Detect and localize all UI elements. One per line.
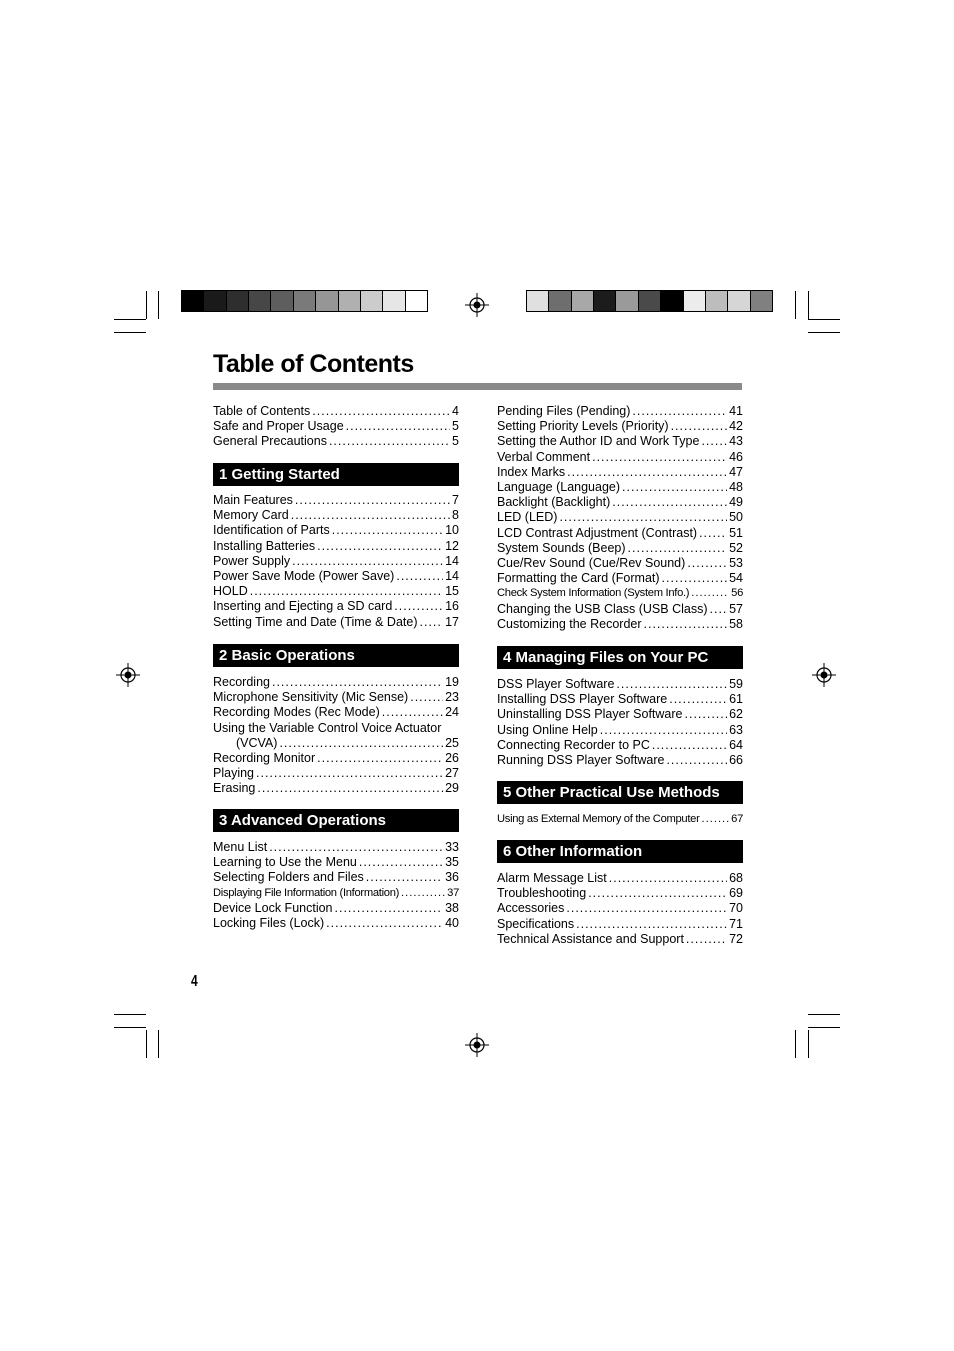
color-swatch bbox=[361, 291, 383, 311]
toc-entry[interactable]: Selecting Folders and Files ..... 36 bbox=[213, 870, 459, 885]
toc-entry[interactable]: Using as External Memory of the Computer ..... 67 bbox=[497, 812, 743, 827]
toc-entry[interactable]: Table of Contents ..... 4 bbox=[213, 404, 459, 419]
color-swatch bbox=[227, 291, 249, 311]
toc-entry[interactable]: Verbal Comment ..... 46 bbox=[497, 450, 743, 465]
section-heading: 3 Advanced Operations bbox=[213, 809, 459, 832]
registration-mark-icon bbox=[116, 663, 140, 687]
toc-entry[interactable]: System Sounds (Beep) ..... 52 bbox=[497, 541, 743, 556]
toc-entry[interactable]: (VCVA) ..... 25 bbox=[213, 736, 459, 751]
color-swatch bbox=[594, 291, 616, 311]
toc-entry[interactable]: Erasing ..... 29 bbox=[213, 781, 459, 796]
color-swatch bbox=[249, 291, 271, 311]
toc-entry[interactable]: HOLD ..... 15 bbox=[213, 584, 459, 599]
toc-entry[interactable]: Formatting the Card (Format) ..... 54 bbox=[497, 571, 743, 586]
toc-entry[interactable]: Learning to Use the Menu ..... 35 bbox=[213, 855, 459, 870]
color-swatch bbox=[684, 291, 706, 311]
toc-entry[interactable]: Technical Assistance and Support ..... 72 bbox=[497, 932, 743, 947]
color-swatch bbox=[706, 291, 728, 311]
section-heading: 4 Managing Files on Your PC bbox=[497, 646, 743, 669]
section-getting-started bbox=[213, 463, 459, 630]
section-other-information bbox=[497, 840, 743, 947]
color-bar-left bbox=[181, 290, 428, 312]
color-swatch bbox=[728, 291, 750, 311]
color-swatch bbox=[406, 291, 427, 311]
toc-entry[interactable]: Check System Information (System Info.) ..... 56 bbox=[497, 586, 743, 601]
toc-entry[interactable]: Customizing the Recorder ..... 58 bbox=[497, 617, 743, 632]
registration-mark-icon bbox=[465, 293, 489, 317]
toc-entry[interactable]: Uninstalling DSS Player Software ..... 62 bbox=[497, 707, 743, 722]
color-swatch bbox=[616, 291, 638, 311]
color-swatch bbox=[316, 291, 338, 311]
toc-entry[interactable]: Specifications ..... 71 bbox=[497, 917, 743, 932]
toc-entry[interactable]: Setting the Author ID and Work Type ..... 43 bbox=[497, 434, 743, 449]
toc-entry[interactable]: Changing the USB Class (USB Class) ..... 57 bbox=[497, 602, 743, 617]
toc-entry[interactable]: General Precautions ..... 5 bbox=[213, 434, 459, 449]
toc-entry[interactable]: Recording Modes (Rec Mode) ..... 24 bbox=[213, 705, 459, 720]
toc-entry[interactable]: Pending Files (Pending) ..... 41 bbox=[497, 404, 743, 419]
color-swatch bbox=[549, 291, 571, 311]
section-basic-operations bbox=[213, 644, 459, 797]
toc-entry[interactable]: Menu List ..... 33 bbox=[213, 840, 459, 855]
toc-entry[interactable]: LED (LED) ..... 50 bbox=[497, 510, 743, 525]
toc-intro bbox=[213, 404, 459, 450]
section-advanced-operations bbox=[213, 809, 459, 931]
toc-entry[interactable]: Inserting and Ejecting a SD card ..... 16 bbox=[213, 599, 459, 614]
toc-entry[interactable]: Identification of Parts ..... 10 bbox=[213, 523, 459, 538]
toc-entry[interactable]: Installing DSS Player Software ..... 61 bbox=[497, 692, 743, 707]
toc-entry[interactable]: Device Lock Function ..... 38 bbox=[213, 901, 459, 916]
toc-entry[interactable]: Safe and Proper Usage ..... 5 bbox=[213, 419, 459, 434]
registration-mark-icon bbox=[465, 1033, 489, 1057]
toc-entry[interactable]: Troubleshooting ..... 69 bbox=[497, 886, 743, 901]
toc-entry[interactable]: Recording ..... 19 bbox=[213, 675, 459, 690]
toc-entry[interactable]: Alarm Message List ..... 68 bbox=[497, 871, 743, 886]
color-swatch bbox=[383, 291, 405, 311]
section-heading: 2 Basic Operations bbox=[213, 644, 459, 667]
color-swatch bbox=[527, 291, 549, 311]
toc-entry[interactable]: Recording Monitor ..... 26 bbox=[213, 751, 459, 766]
toc-entry[interactable]: Setting Priority Levels (Priority) ..... 42 bbox=[497, 419, 743, 434]
toc-entry[interactable]: Microphone Sensitivity (Mic Sense) ..... 23 bbox=[213, 690, 459, 705]
color-swatch bbox=[661, 291, 683, 311]
toc-entry[interactable]: Language (Language) ..... 48 bbox=[497, 480, 743, 495]
page-title: Table of Contents bbox=[213, 350, 414, 378]
section-advanced-operations-continued bbox=[497, 404, 743, 632]
toc-entry[interactable]: Power Save Mode (Power Save) ..... 14 bbox=[213, 569, 459, 584]
color-swatch bbox=[572, 291, 594, 311]
registration-mark-icon bbox=[812, 663, 836, 687]
color-swatch bbox=[751, 291, 772, 311]
title-rule bbox=[213, 383, 742, 390]
section-heading: 1 Getting Started bbox=[213, 463, 459, 486]
section-heading: 5 Other Practical Use Methods bbox=[497, 781, 743, 804]
toc-entry[interactable]: Main Features ..... 7 bbox=[213, 493, 459, 508]
toc-entry[interactable]: Backlight (Backlight) ..... 49 bbox=[497, 495, 743, 510]
section-other-practical-use bbox=[497, 781, 743, 827]
color-swatch bbox=[339, 291, 361, 311]
toc-entry[interactable]: Using Online Help ..... 63 bbox=[497, 723, 743, 738]
toc-entry[interactable]: Memory Card ..... 8 bbox=[213, 508, 459, 523]
toc-entry[interactable]: Connecting Recorder to PC ..... 64 bbox=[497, 738, 743, 753]
color-swatch bbox=[204, 291, 226, 311]
color-bar-right bbox=[526, 290, 773, 312]
section-heading: 6 Other Information bbox=[497, 840, 743, 863]
toc-entry[interactable]: DSS Player Software ..... 59 bbox=[497, 677, 743, 692]
color-swatch bbox=[639, 291, 661, 311]
toc-entry[interactable]: Displaying File Information (Information) ..... 37 bbox=[213, 886, 459, 901]
color-swatch bbox=[271, 291, 293, 311]
color-swatch bbox=[294, 291, 316, 311]
toc-entry[interactable]: Index Marks ..... 47 bbox=[497, 465, 743, 480]
toc-entry[interactable]: Power Supply ..... 14 bbox=[213, 554, 459, 569]
toc-entry[interactable]: Running DSS Player Software ..... 66 bbox=[497, 753, 743, 768]
toc-entry[interactable]: Locking Files (Lock) ..... 40 bbox=[213, 916, 459, 931]
toc-entry[interactable]: LCD Contrast Adjustment (Contrast) ..... 51 bbox=[497, 526, 743, 541]
toc-entry[interactable]: Using the Variable Control Voice Actuator bbox=[213, 720, 442, 735]
toc-entry[interactable]: Playing ..... 27 bbox=[213, 766, 459, 781]
toc-entry[interactable]: Installing Batteries ..... 12 bbox=[213, 539, 459, 554]
toc-entry[interactable]: Accessories ..... 70 bbox=[497, 901, 743, 916]
page-number: 4 bbox=[191, 973, 198, 990]
color-swatch bbox=[182, 291, 204, 311]
section-managing-files bbox=[497, 646, 743, 768]
toc-entry[interactable]: Setting Time and Date (Time & Date) ..... 17 bbox=[213, 615, 459, 630]
toc-entry[interactable]: Cue/Rev Sound (Cue/Rev Sound) ..... 53 bbox=[497, 556, 743, 571]
